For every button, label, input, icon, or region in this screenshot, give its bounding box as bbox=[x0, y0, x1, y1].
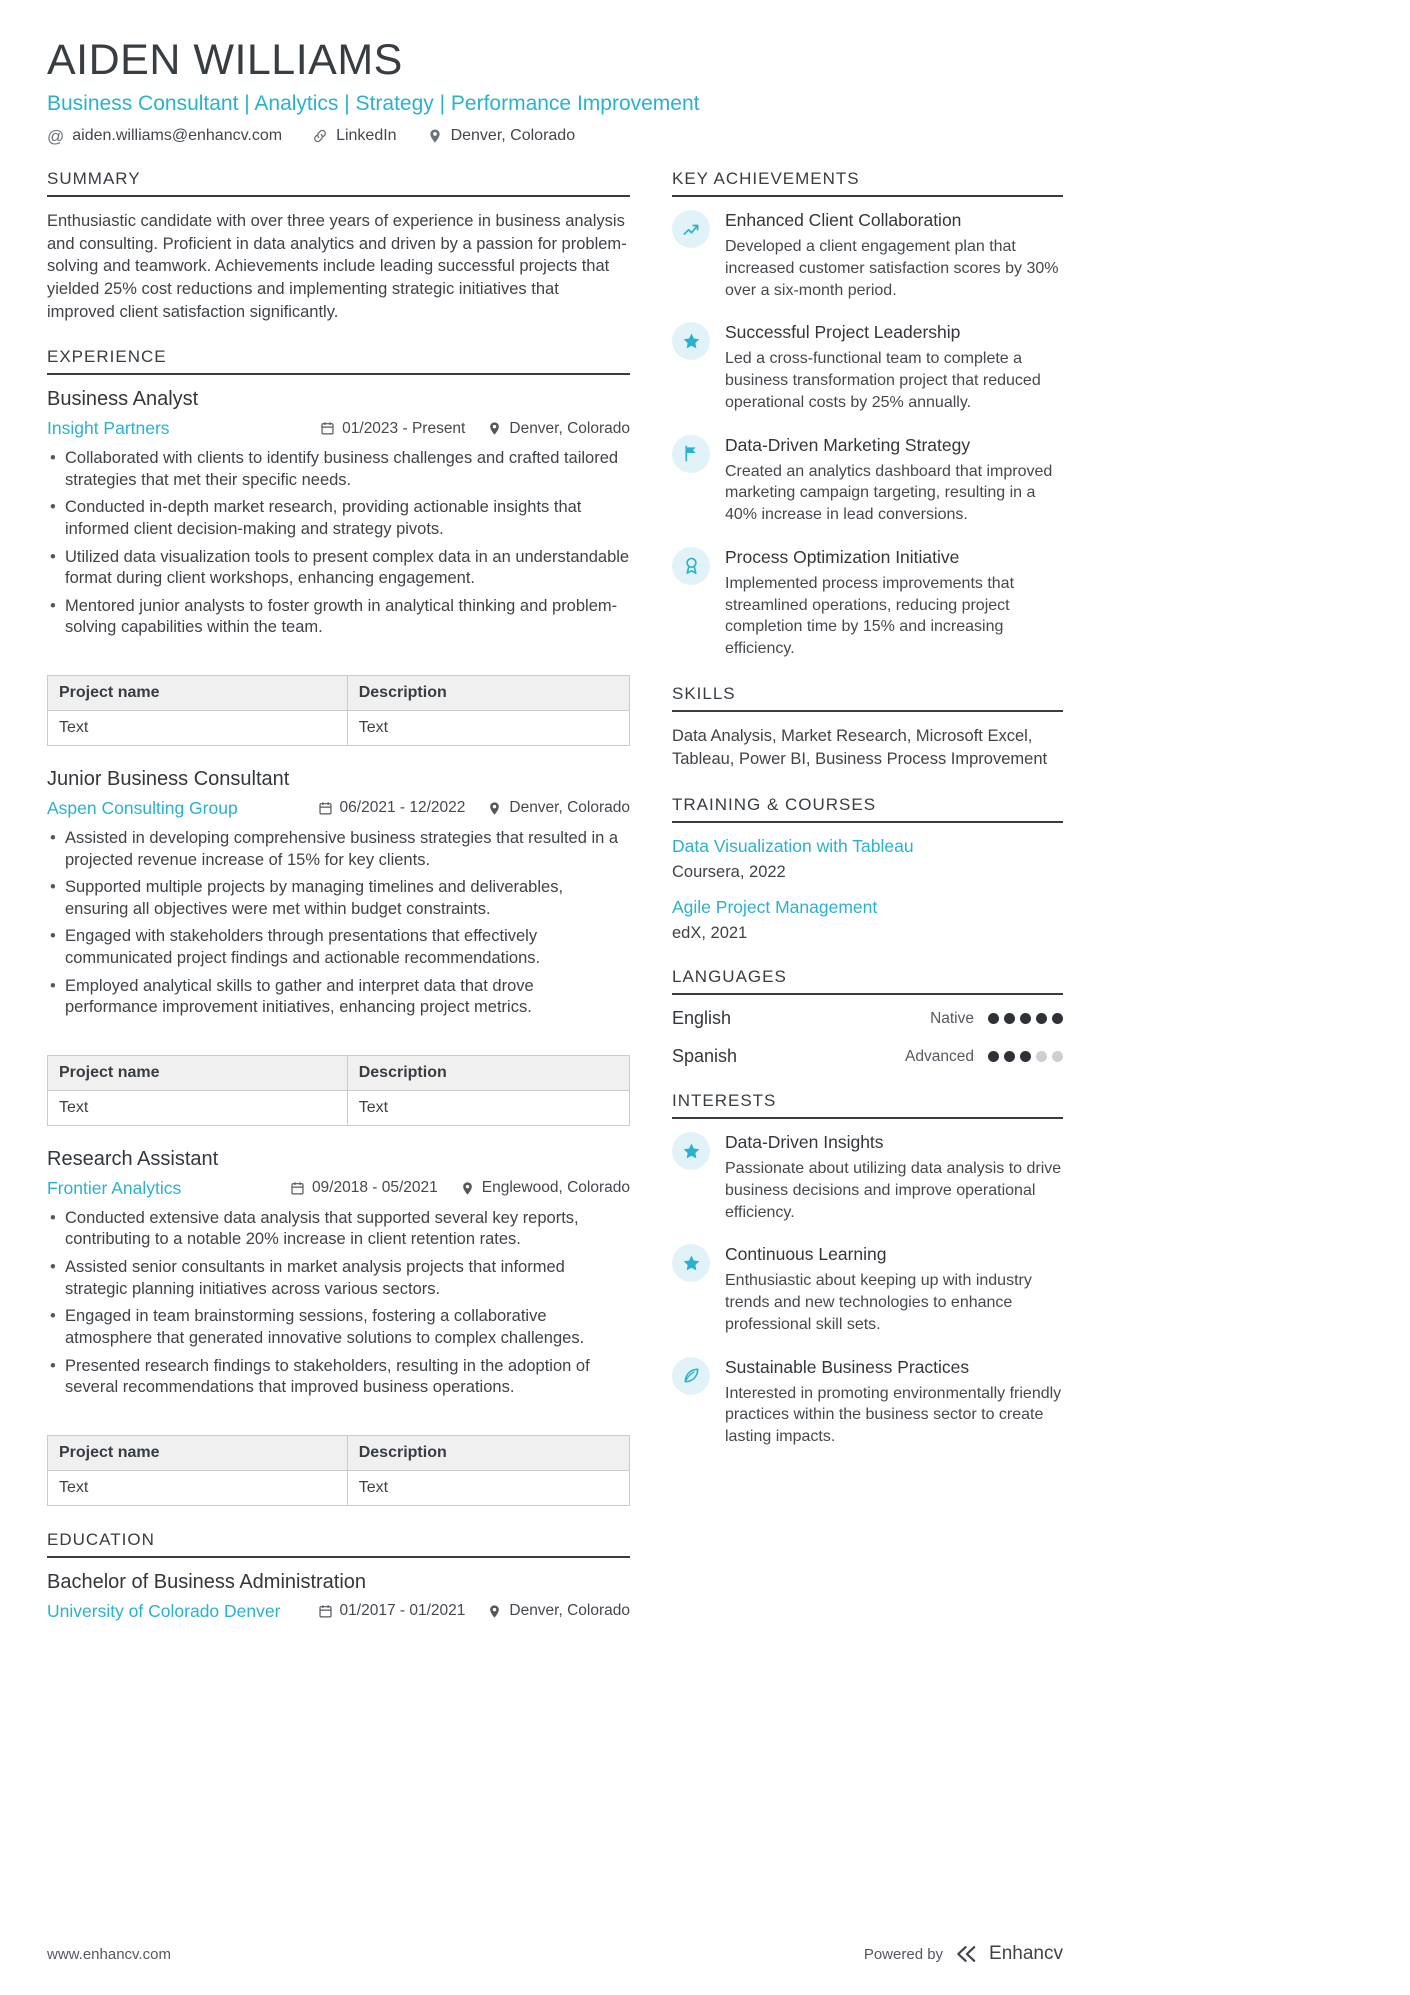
languages-heading: LANGUAGES bbox=[672, 967, 1063, 995]
bullet-item: • Employed analytical skills to gather and interpret data that drove performance improvement initiatives, enhancing project metrics. bbox=[47, 976, 630, 1019]
interest-title: Sustainable Business Practices bbox=[725, 1356, 970, 1377]
job-bullets bbox=[47, 448, 630, 639]
table-row bbox=[48, 1090, 630, 1125]
achievement-icon-circle bbox=[672, 435, 710, 473]
at-icon: @ bbox=[47, 126, 65, 146]
languages-section bbox=[672, 967, 1063, 1067]
calendar-icon bbox=[320, 421, 335, 436]
interest-body bbox=[725, 1132, 1063, 1223]
summary-text: Enthusiastic candidate with over three years of experience in business analysis and consulting. Proficient in data analytics and driven by a passion for problem-solving and teamwork. Achievements include leading successful projects that yielded 25% cost reductions and implementing strategic initiatives that improved client satisfaction significantly. bbox=[47, 212, 627, 321]
achievement-text: Led a cross-functional team to complete a business transformation project that reduced operational costs by 25% annually. bbox=[725, 350, 1041, 411]
achievement-icon-circle bbox=[672, 210, 710, 248]
level-dot-filled bbox=[1052, 1013, 1063, 1024]
job-meta-row bbox=[47, 1178, 630, 1199]
bullet-item: • Assisted in developing comprehensive business strategies that resulted in a projected revenue increase of 15% for key clients. bbox=[47, 828, 630, 871]
level-dot-filled bbox=[1004, 1013, 1015, 1024]
achievement-title: Data-Driven Marketing Strategy bbox=[725, 434, 971, 455]
bullet-item: • Engaged with stakeholders through presentations that effectively communicated project findings and actionable recommendations. bbox=[47, 926, 630, 969]
linkedin-link[interactable] bbox=[312, 127, 397, 145]
interest-icon-circle bbox=[672, 1132, 710, 1170]
achievement-item bbox=[672, 547, 1063, 660]
achievement-item bbox=[672, 210, 1063, 301]
course-provider: edX, 2021 bbox=[672, 924, 748, 943]
level-dot-empty bbox=[1036, 1051, 1047, 1062]
calendar-icon bbox=[290, 1181, 305, 1196]
job-location-text: Denver, Colorado bbox=[509, 419, 630, 437]
education-meta-row bbox=[47, 1601, 630, 1622]
job-location-text: Denver, Colorado bbox=[509, 799, 630, 817]
job-location bbox=[487, 799, 630, 817]
job-dates bbox=[290, 1179, 438, 1197]
enhancv-website-link[interactable]: www.enhancv.com bbox=[47, 1945, 171, 1963]
course-title-link[interactable]: Agile Project Management bbox=[672, 897, 878, 918]
bullet-item: • Conducted in-depth market research, providing actionable insights that informed client decision-making and strategy pivots. bbox=[47, 497, 630, 540]
calendar-icon bbox=[318, 801, 333, 816]
education-heading: EDUCATION bbox=[47, 1530, 630, 1558]
skills-list-text: Data Analysis, Market Research, Microsoft Excel, Tableau, Power BI, Business Process Improvement bbox=[672, 726, 1048, 768]
education-location bbox=[487, 1602, 630, 1620]
location-icon bbox=[427, 128, 443, 144]
star-icon bbox=[682, 1254, 701, 1273]
content-columns bbox=[47, 169, 1063, 1646]
interest-text: Enthusiastic about keeping up with industry trends and new technologies to enhance professional skill sets. bbox=[725, 1272, 1032, 1333]
level-dot-filled bbox=[1020, 1051, 1031, 1062]
powered-by-text: Powered by bbox=[863, 1945, 944, 1963]
course-provider: Coursera, 2022 bbox=[672, 863, 786, 882]
level-dot-filled bbox=[988, 1051, 999, 1062]
linkedin-text: LinkedIn bbox=[336, 127, 397, 145]
company-link[interactable]: Aspen Consulting Group bbox=[47, 797, 238, 818]
language-level-dots bbox=[988, 1013, 1063, 1024]
job-bullets bbox=[47, 1208, 630, 1399]
company-link[interactable]: Insight Partners bbox=[47, 418, 170, 439]
flag-icon bbox=[682, 444, 701, 463]
interest-item bbox=[672, 1132, 1063, 1223]
achievement-body bbox=[725, 547, 1063, 660]
table-header-description: Description bbox=[347, 1435, 629, 1470]
interest-title: Continuous Learning bbox=[725, 1244, 887, 1265]
key-achievements-section bbox=[672, 169, 1063, 660]
interest-icon-circle bbox=[672, 1244, 710, 1282]
link-icon bbox=[312, 128, 328, 144]
bullet-item: • Mentored junior analysts to foster growth in analytical thinking and problem-solving capabilities within the team. bbox=[47, 596, 630, 639]
table-header-project-name: Project name bbox=[48, 675, 348, 710]
location-pin-icon bbox=[487, 421, 502, 436]
table-header-project-name: Project name bbox=[48, 1435, 348, 1470]
email-text: aiden.williams@enhancv.com bbox=[72, 127, 283, 145]
job-location-text: Englewood, Colorado bbox=[481, 1179, 630, 1197]
enhancv-brand-text: Enhancv bbox=[989, 1943, 1063, 1964]
achievement-icon-circle bbox=[672, 322, 710, 360]
star-badge-icon bbox=[682, 332, 701, 351]
table-header-row bbox=[48, 1055, 630, 1090]
table-header-description: Description bbox=[347, 1055, 629, 1090]
left-column bbox=[47, 169, 630, 1646]
job-dates bbox=[318, 799, 466, 817]
achievement-body bbox=[725, 210, 1063, 301]
powered-by-enhancv[interactable] bbox=[864, 1943, 1063, 1965]
headline: Business Consultant | Analytics | Strategy | Performance Improvement bbox=[47, 92, 700, 116]
interest-body bbox=[725, 1244, 1063, 1335]
achievement-title: Enhanced Client Collaboration bbox=[725, 210, 962, 231]
growth-trend-icon bbox=[682, 220, 701, 239]
table-cell: Text bbox=[48, 1090, 348, 1125]
achievement-icon-circle bbox=[672, 547, 710, 585]
location-pin-icon bbox=[487, 801, 502, 816]
leaf-icon bbox=[682, 1366, 701, 1385]
company-link[interactable]: Frontier Analytics bbox=[47, 1177, 182, 1198]
language-name: English bbox=[672, 1008, 732, 1029]
location-pin-icon bbox=[460, 1181, 475, 1196]
achievement-title: Process Optimization Initiative bbox=[725, 546, 960, 567]
bullet-item: • Engaged in team brainstorming sessions, fostering a collaborative atmosphere that generated innovative solutions to complex challenges. bbox=[47, 1306, 630, 1349]
education-dates-text: 01/2017 - 01/2021 bbox=[339, 1602, 466, 1620]
bullet-item: • Collaborated with clients to identify business challenges and crafted tailored strategies that met their specific needs. bbox=[47, 448, 630, 491]
interest-item bbox=[672, 1357, 1063, 1448]
header-location bbox=[427, 127, 576, 145]
key-achievements-heading: KEY ACHIEVEMENTS bbox=[672, 169, 1063, 197]
bullet-item: • Utilized data visualization tools to present complex data in an understandable format during client workshops, enhancing engagement. bbox=[47, 547, 630, 590]
course-entry bbox=[672, 836, 1063, 882]
job-location bbox=[487, 420, 630, 438]
achievement-body bbox=[725, 435, 1063, 526]
language-row bbox=[672, 1046, 1063, 1067]
course-entry bbox=[672, 897, 1063, 943]
experience-entry bbox=[47, 388, 630, 746]
language-name: Spanish bbox=[672, 1046, 738, 1067]
table-cell: Text bbox=[347, 1470, 629, 1505]
achievement-text: Implemented process improvements that streamlined operations, reducing project completion time by 15% and increasing efficiency. bbox=[725, 574, 1015, 658]
bullet-item: • Presented research findings to stakeholders, resulting in the adoption of several recommendations that improved business operations. bbox=[47, 1356, 630, 1399]
bullet-item: • Conducted extensive data analysis that supported several key reports, contributing to a notable 20% increase in client retention rates. bbox=[47, 1208, 630, 1251]
table-header-project-name: Project name bbox=[48, 1055, 348, 1090]
bullet-item: • Assisted senior consultants in market analysis projects that informed strategic planning initiatives across various sectors. bbox=[47, 1257, 630, 1300]
achievement-body bbox=[725, 322, 1063, 413]
job-meta-row bbox=[47, 418, 630, 439]
experience-entry bbox=[47, 1148, 630, 1506]
skills-section bbox=[672, 684, 1063, 771]
achievement-item bbox=[672, 322, 1063, 413]
candidate-name: AIDEN WILLIAMS bbox=[47, 36, 403, 84]
projects-table bbox=[47, 1435, 630, 1506]
right-column bbox=[672, 169, 1063, 1646]
job-dates-text: 09/2018 - 05/2021 bbox=[311, 1179, 438, 1197]
course-title-link[interactable]: Data Visualization with Tableau bbox=[672, 836, 914, 857]
email-link[interactable] bbox=[47, 127, 282, 145]
experience-entry bbox=[47, 768, 630, 1126]
language-level: Native bbox=[930, 1009, 974, 1027]
job-meta-row bbox=[47, 798, 630, 819]
achievement-text: Created an analytics dashboard that improved marketing campaign targeting, resulting in a 40% increase in lead conversions. bbox=[725, 462, 1053, 524]
job-dates-text: 01/2023 - Present bbox=[342, 419, 466, 437]
table-row bbox=[48, 710, 630, 745]
interest-text: Interested in promoting environmentally friendly practices within the business sector to create lasting impacts. bbox=[725, 1384, 1062, 1446]
bullet-item: • Supported multiple projects by managing timelines and deliverables, ensuring all objectives were met within budget constraints. bbox=[47, 877, 630, 920]
achievement-text: Developed a client engagement plan that increased customer satisfaction scores by 30% over a six-month period. bbox=[725, 238, 1059, 299]
achievement-item bbox=[672, 435, 1063, 526]
education-section bbox=[47, 1530, 630, 1622]
table-cell: Text bbox=[347, 710, 629, 745]
interests-heading: INTERESTS bbox=[672, 1091, 1063, 1119]
experience-section bbox=[47, 347, 630, 1506]
medal-icon bbox=[682, 556, 701, 575]
level-dot-filled bbox=[988, 1013, 999, 1024]
level-dot-empty bbox=[1052, 1051, 1063, 1062]
training-section bbox=[672, 795, 1063, 943]
training-heading: TRAINING & COURSES bbox=[672, 795, 1063, 823]
table-header-row bbox=[48, 1435, 630, 1470]
job-bullets bbox=[47, 828, 630, 1019]
table-header-description: Description bbox=[347, 675, 629, 710]
summary-section bbox=[47, 169, 630, 323]
page-footer bbox=[47, 1943, 1063, 1965]
education-dates bbox=[318, 1602, 466, 1620]
level-dot-filled bbox=[1036, 1013, 1047, 1024]
location-pin-icon bbox=[487, 1604, 502, 1619]
school-link[interactable]: University of Colorado Denver bbox=[47, 1600, 281, 1621]
job-title: Research Assistant bbox=[47, 1147, 219, 1170]
job-dates-text: 06/2021 - 12/2022 bbox=[339, 799, 466, 817]
enhancv-logo-icon bbox=[953, 1944, 979, 1964]
language-row bbox=[672, 1008, 1063, 1029]
projects-table bbox=[47, 675, 630, 746]
language-level-dots bbox=[988, 1051, 1063, 1062]
interest-text: Passionate about utilizing data analysis to drive business decisions and improve operational efficiency. bbox=[725, 1160, 1062, 1221]
interest-body bbox=[725, 1357, 1063, 1448]
job-title: Junior Business Consultant bbox=[47, 767, 290, 790]
language-level: Advanced bbox=[905, 1047, 974, 1065]
degree-title: Bachelor of Business Administration bbox=[47, 1570, 367, 1593]
level-dot-filled bbox=[1004, 1051, 1015, 1062]
header-location-text: Denver, Colorado bbox=[450, 127, 576, 145]
table-cell: Text bbox=[48, 1470, 348, 1505]
table-cell: Text bbox=[347, 1090, 629, 1125]
contact-row bbox=[47, 127, 1063, 145]
job-title: Business Analyst bbox=[47, 388, 199, 411]
skills-heading: SKILLS bbox=[672, 684, 1063, 712]
star-icon bbox=[682, 1142, 701, 1161]
job-dates bbox=[320, 420, 465, 438]
summary-heading: SUMMARY bbox=[47, 169, 630, 197]
job-location bbox=[460, 1179, 630, 1197]
education-location-text: Denver, Colorado bbox=[509, 1602, 630, 1620]
table-header-row bbox=[48, 675, 630, 710]
experience-heading: EXPERIENCE bbox=[47, 347, 630, 375]
calendar-icon bbox=[318, 1604, 333, 1619]
projects-table bbox=[47, 1055, 630, 1126]
resume-header bbox=[47, 38, 1063, 145]
table-row bbox=[48, 1470, 630, 1505]
level-dot-filled bbox=[1020, 1013, 1031, 1024]
interest-title: Data-Driven Insights bbox=[725, 1132, 884, 1153]
achievement-title: Successful Project Leadership bbox=[725, 322, 961, 343]
interest-icon-circle bbox=[672, 1357, 710, 1395]
interest-item bbox=[672, 1244, 1063, 1335]
table-cell: Text bbox=[48, 710, 348, 745]
interests-section bbox=[672, 1091, 1063, 1448]
